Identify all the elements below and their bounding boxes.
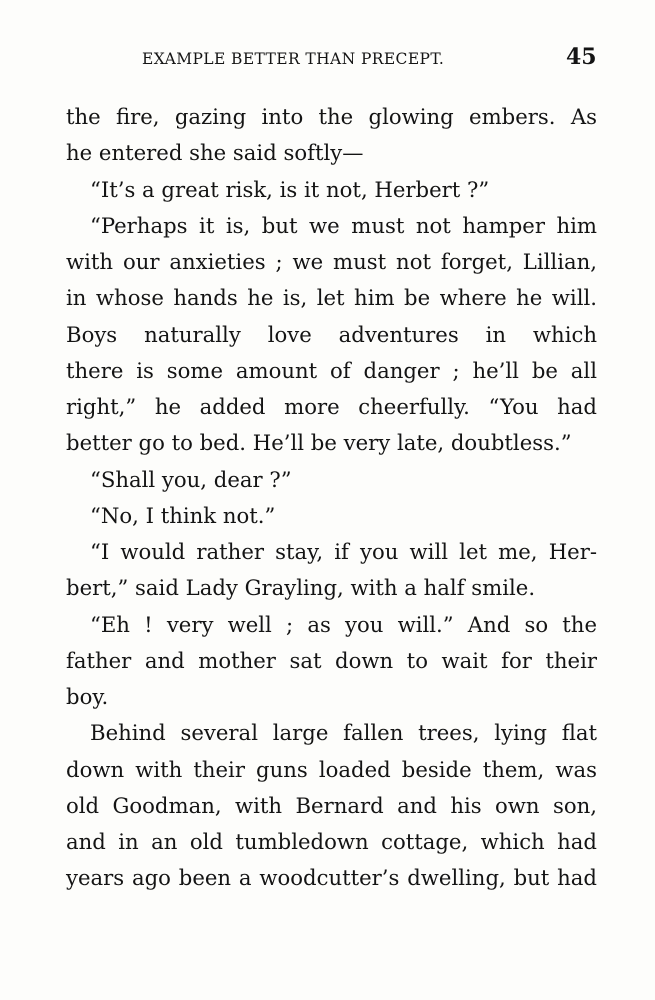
text-line: there is some amount of danger ; he’ll be all [66, 357, 597, 383]
text-line: father and mother sat down to wait for their [66, 647, 597, 673]
text-line: the fire, gazing into the glowing embers. As [66, 104, 597, 129]
text-line: years ago been a woodcutter’s dwelling, but had [66, 865, 597, 891]
text-line: with our anxieties ; we must not forget, Lillian, [66, 249, 597, 274]
page-number: 45 [566, 44, 597, 70]
text-line: bert,” said Lady Grayling, with a half smile. [66, 575, 536, 601]
text-line: he entered she said softly— [66, 140, 364, 166]
text-line: old Goodman, with Bernard and his own son, [66, 792, 597, 818]
running-head-title: EXAMPLE BETTER THAN PRECEPT. [142, 50, 445, 68]
text-line: in whose hands he is, let him be where he will. [66, 285, 597, 311]
text-line: “Perhaps it is, but we must not hamper him [90, 212, 597, 238]
text-line: “It’s a great risk, is it not, Herbert ?” [90, 176, 490, 202]
body-text [66, 99, 597, 897]
text-line: and in an old tumbledown cottage, which had [66, 829, 597, 854]
text-line: better go to bed. He’ll be very late, doubtless.” [66, 430, 572, 456]
text-line: “I would rather stay, if you will let me, Her- [90, 539, 597, 564]
text-line: down with their guns loaded beside them, was [66, 756, 597, 782]
text-line: boy. [66, 684, 109, 709]
text-line: Boys naturally love adventures in which [66, 321, 597, 347]
text-line: “No, I think not.” [90, 502, 276, 528]
text-line: “Eh ! very well ; as you will.” And so the [90, 611, 597, 637]
text-line: right,” he added more cheerfully. “You had [66, 394, 597, 419]
text-line: Behind several large fallen trees, lying flat [90, 720, 597, 746]
text-line: “Shall you, dear ?” [90, 466, 292, 492]
